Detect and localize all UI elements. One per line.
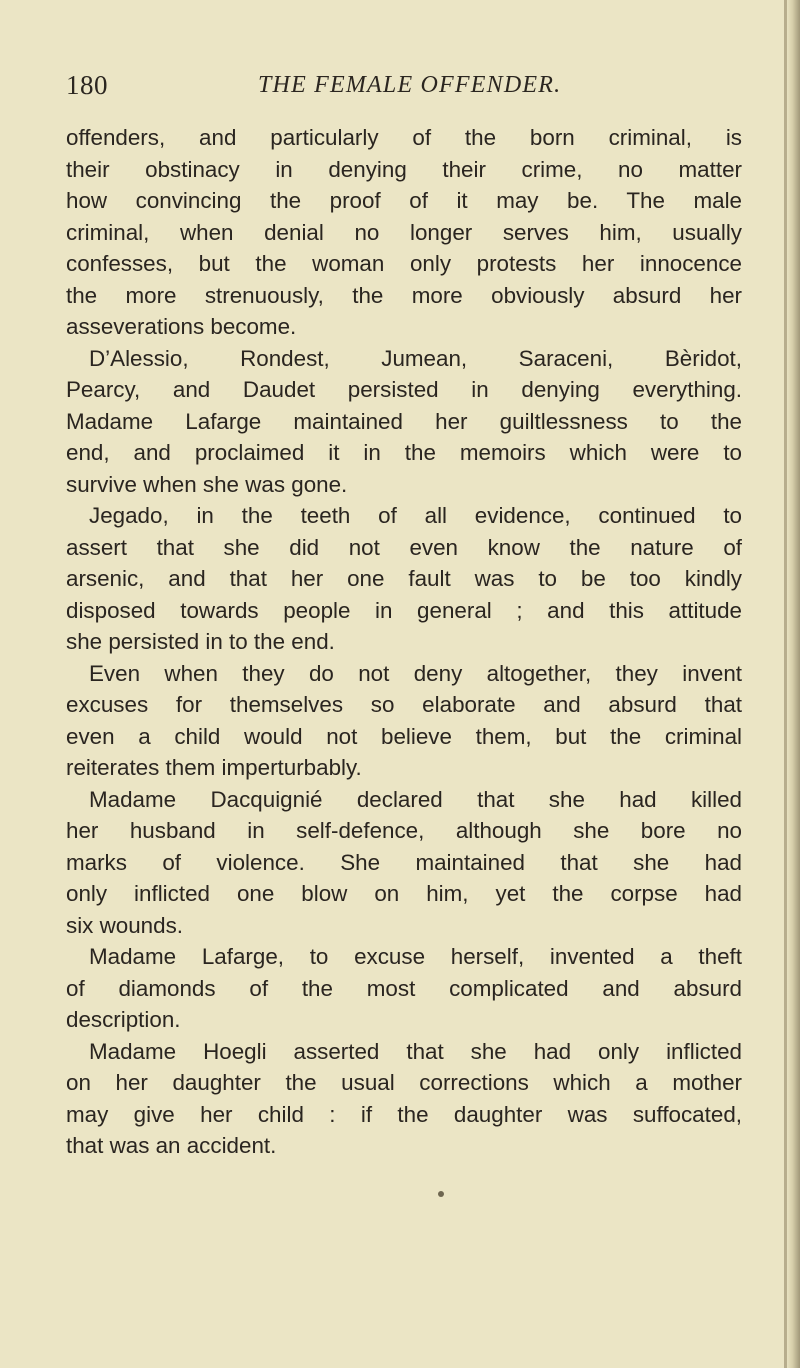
text-line: of diamonds of the most complicated and absurd xyxy=(66,975,742,1001)
text-line: even a child would not believe them, but the criminal xyxy=(66,723,742,749)
text-line: she persisted in to the end. xyxy=(66,629,335,654)
body-text xyxy=(66,122,742,1162)
ink-speck xyxy=(438,1191,444,1197)
text-line: offenders, and particularly of the born criminal, is xyxy=(66,125,742,150)
text-line: their obstinacy in denying their crime, no matter xyxy=(66,156,742,182)
text-line: may give her child : if the daughter was suffocated, xyxy=(66,1101,742,1127)
page-header xyxy=(66,70,746,110)
text-line: excuses for themselves so elaborate and absurd that xyxy=(66,692,742,717)
text-line: survive when she was gone. xyxy=(66,471,348,497)
text-line: how convincing the proof of it may be. The male xyxy=(66,188,742,213)
text-line: Jegado, in the teeth of all evidence, continued to xyxy=(89,503,742,528)
text-line: confesses, but the woman only protests her innocence xyxy=(66,251,742,276)
page-number: 180 xyxy=(66,70,108,100)
text-line: six wounds. xyxy=(66,912,183,938)
text-line: end, and proclaimed it in the memoirs which were to xyxy=(66,440,742,465)
text-line: asseverations become. xyxy=(66,314,297,339)
text-line: Madame Hoegli asserted that she had only inflicted xyxy=(89,1038,742,1064)
running-head: THE FEMALE OFFENDER. xyxy=(258,72,562,98)
text-line: criminal, when denial no longer serves him, usually xyxy=(66,219,742,245)
text-line: reiterates them imperturbably. xyxy=(66,755,362,780)
text-line: the more strenuously, the more obviously absurd her xyxy=(66,282,742,308)
text-line: marks of violence. She maintained that she had xyxy=(66,849,742,875)
text-line: D’Alessio, Rondest, Jumean, Saraceni, Bèridot, xyxy=(89,345,742,371)
text-line: that was an accident. xyxy=(66,1133,277,1158)
text-line: disposed towards people in general ; and this attitude xyxy=(66,597,742,623)
text-line: assert that she did not even know the nature of xyxy=(66,534,742,560)
text-line: only inflicted one blow on him, yet the corpse had xyxy=(66,881,742,906)
text-line: description. xyxy=(66,1007,181,1032)
text-line: on her daughter the usual corrections which a mother xyxy=(66,1070,742,1095)
text-line: Pearcy, and Daudet persisted in denying everything. xyxy=(66,377,742,402)
text-line: arsenic, and that her one fault was to be too kindly xyxy=(66,566,742,591)
text-line: her husband in self-defence, although she bore no xyxy=(66,818,742,843)
text-line: Madame Lafarge, to excuse herself, invented a theft xyxy=(89,944,742,969)
text-line: Even when they do not deny altogether, they invent xyxy=(89,660,742,686)
text-line: Madame Dacquignié declared that she had killed xyxy=(89,786,742,812)
page-edge-shadow xyxy=(786,0,800,1368)
text-line: Madame Lafarge maintained her guiltlessness to the xyxy=(66,408,742,434)
